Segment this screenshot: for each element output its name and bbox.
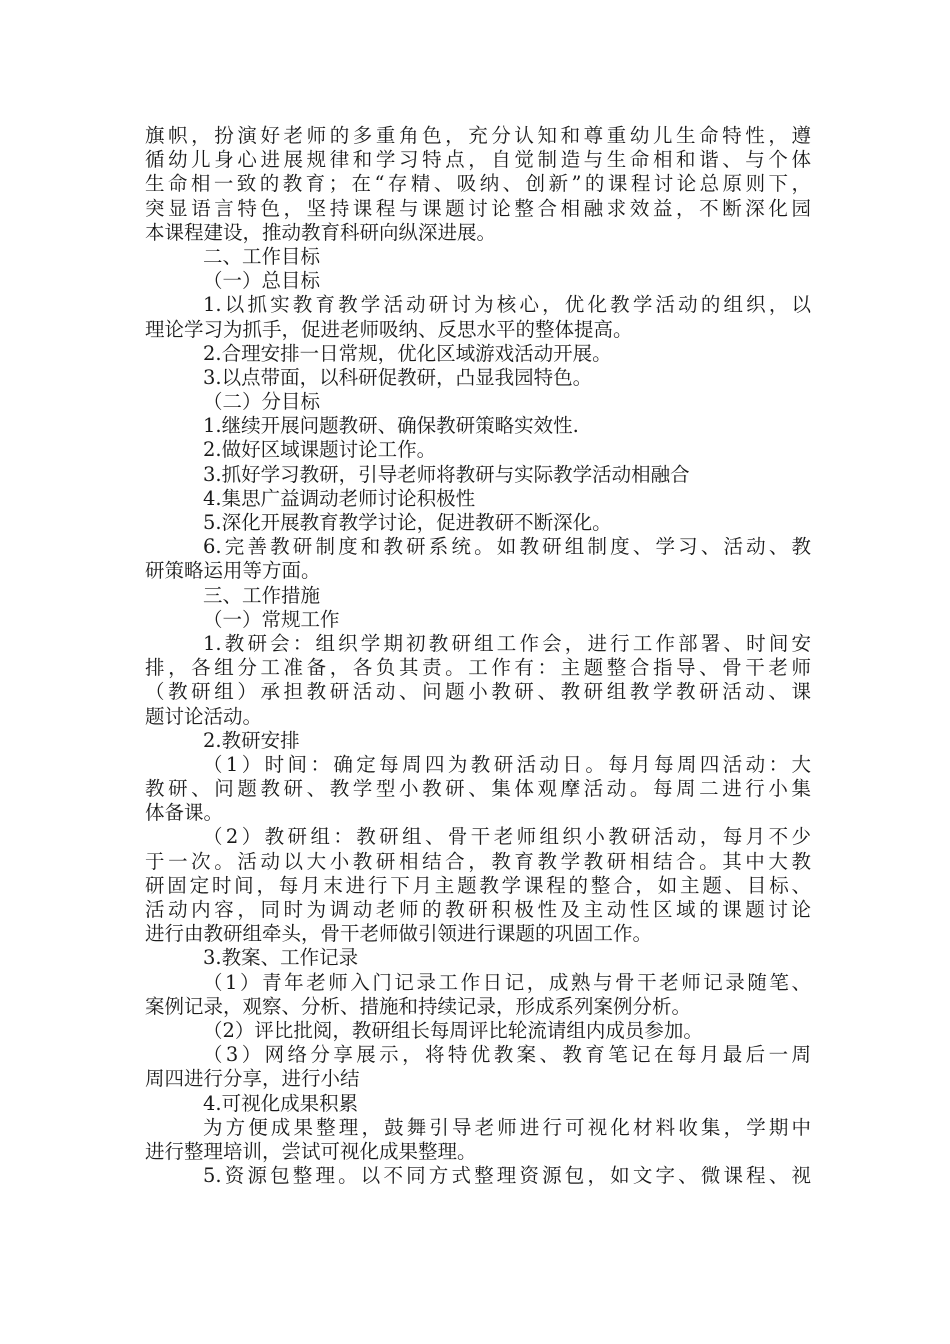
text-line: 4.可视化成果积累 — [203, 1091, 359, 1115]
text-line: 案例记录，观察、分析、措施和持续记录，形成系列案例分析。 — [145, 994, 692, 1018]
text-line: 3.以点带面，以科研促教研，凸显我园特色。 — [203, 365, 593, 389]
text-line: 2.做好区域课题讨论工作。 — [203, 438, 437, 462]
text-line: 理论学习为抓手，促进老师吸纳、反思水平的整体提高。 — [145, 317, 633, 341]
text-line: 二、工作目标 — [203, 244, 321, 268]
text-line: 本课程建设，推动教育科研向纵深进展。 — [145, 220, 497, 244]
text-line: （1）青年老师入门记录工作日记，成熟与骨干老师记录随笔、 — [203, 970, 811, 994]
text-line: 三、工作措施 — [203, 583, 321, 607]
text-line: 3.教案、工作记录 — [203, 946, 359, 970]
document-body — [145, 124, 811, 1188]
text-line: 排，各组分工准备，各负其责。工作有：主题整合指导、骨干老师 — [145, 656, 811, 680]
text-line: 6.完善教研制度和教研系统。如教研组制度、学习、活动、教 — [203, 535, 811, 559]
text-line: 活动内容，同时为调动老师的教研积极性及主动性区域的课题讨论 — [145, 898, 811, 921]
text-line: 1.以抓实教育教学活动研讨为核心，优化教学活动的组织，以 — [203, 293, 811, 317]
text-line: （教研组）承担教研活动、问题小教研、教研组教学教研活动、课 — [145, 680, 811, 704]
text-line: 突显语言特色，坚持课程与课题讨论整合相融求效益，不断深化园 — [145, 196, 811, 220]
text-line: 题讨论活动。 — [145, 704, 263, 728]
text-line: 教研、问题教研、教学型小教研、集体观摩活动。每周二进行小集 — [145, 777, 811, 801]
text-line: 循幼儿身心进展规律和学习特点，自觉制造与生命相和谐、与个体 — [145, 148, 811, 172]
text-line: 为方便成果整理，鼓舞引导老师进行可视化材料收集，学期中 — [203, 1115, 811, 1139]
text-line: 5.深化开展教育教学讨论，促进教研不断深化。 — [203, 511, 612, 534]
text-line: 周四进行分享，进行小结 — [145, 1067, 360, 1091]
text-line: 1.继续开展问题教研、确保教研策略实效性. — [203, 414, 579, 438]
text-line: （1）时间：确定每周四为教研活动日。每月每周四活动：大 — [203, 752, 811, 776]
text-line: 2.教研安排 — [203, 728, 300, 752]
text-line: （2）教研组：教研组、骨干老师组织小教研活动，每月不少 — [203, 825, 811, 849]
text-line: 进行整理培训，尝试可视化成果整理。 — [145, 1139, 477, 1163]
text-line: 旗帜，扮演好老师的多重角色，充分认知和尊重幼儿生命特性，遵 — [145, 124, 811, 147]
text-line: （一）总目标 — [203, 269, 321, 293]
text-line: （一）常规工作 — [203, 607, 340, 631]
text-line: （二）分目标 — [203, 390, 321, 414]
text-line: 5.资源包整理。以不同方式整理资源包，如文字、微课程、视 — [203, 1164, 811, 1188]
text-line: 3.抓好学习教研，引导老师将教研与实际教学活动相融合 — [203, 462, 690, 486]
text-line: 于一次。活动以大小教研相结合，教育教学教研相结合。其中大教 — [145, 849, 811, 873]
text-line: 进行由教研组牵头，骨干老师做引领进行课题的巩固工作。 — [145, 922, 653, 946]
text-line: 2.合理安排一日常规，优化区域游戏活动开展。 — [203, 341, 612, 365]
text-line: 研固定时间，每月末进行下月主题教学课程的整合，如主题、目标、 — [145, 873, 811, 897]
text-line: 研策略运用等方面。 — [145, 559, 321, 583]
text-line: 生命相一致的教育；在“存精、吸纳、创新”的课程讨论总原则下， — [145, 172, 811, 196]
text-line: （2）评比批阅，教研组长每周评比轮流请组内成员参加。 — [203, 1018, 703, 1042]
text-line: 1.教研会：组织学期初教研组工作会，进行工作部署、时间安 — [203, 631, 811, 655]
text-line: 体备课。 — [145, 801, 224, 825]
text-line: 4.集思广益调动老师讨论积极性 — [203, 486, 476, 510]
text-line: （3）网络分享展示，将特优教案、教育笔记在每月最后一周 — [203, 1043, 811, 1067]
